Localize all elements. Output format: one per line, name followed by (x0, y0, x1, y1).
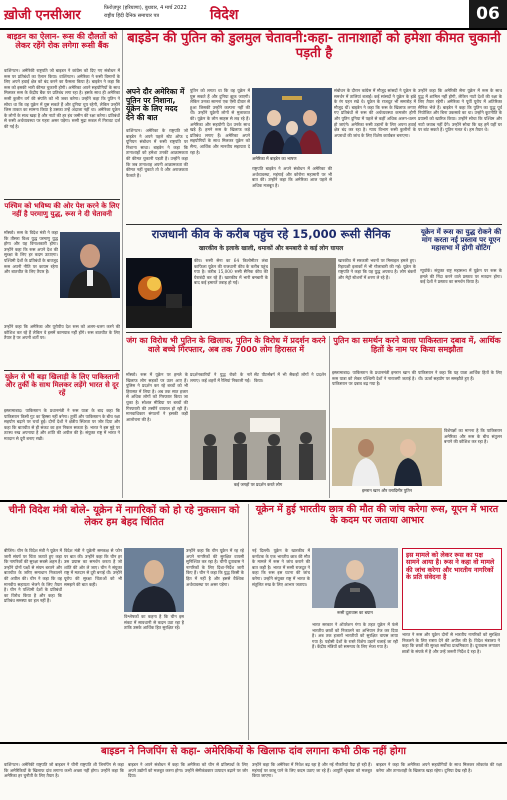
china-body-3: उन्होंने कहा कि चीन यूक्रेन में रह रहे अपने नागरिकों की सुरक्षित वापसी सुनिश्चित कर रहा है। चीनी दूतावास ने नागरिकों के लिए दिशा-निर्देश जारी किए हैं। चीन ने कहा कि युद्ध किसी के हित में नहीं है और इससे वैश्विक अर्थव्यवस्था पर असर पड़ेगा। (186, 548, 244, 587)
lead-subheadline: अपने दौर अमेरिका में पुतिन पर निशाना, यूक्रेन के लिए मदद देने की बात (126, 87, 185, 122)
divider (4, 370, 120, 371)
pakistan-headline: पुतिन का समर्थन करने वाला पाकिस्तान दबाव में, आर्थिक हितों के नाम पर किया समझौता (333, 336, 501, 355)
kyiv-body-1: कीव। रूसी सेना का 64 किलोमीटर लंबा काफिला यूक्रेन की राजधानी कीव के करीब पहुंच गया है। करीब 15,000 रूसी सैनिक कीव की घेराबंदी कर रहे हैं। खारकीव में भारी बमबारी के बाद कई इमारतें तबाह हो गईं। (194, 258, 268, 286)
lead-body-3: राष्ट्रपति बाइडेन ने अपने संबोधन में अमेरिका की अर्थव्यवस्था, महंगाई और कोरोना महामारी पर भी बात की। उन्होंने कहा कि अमेरिका आज पहले से अधिक मजबूत है। (252, 166, 332, 188)
biden-photo-caption: अमेरिका में बाइडेन का भाषण (252, 156, 297, 161)
china-body-4: विश्लेषकों का कहना है कि चीन इस संकट में सावधानी से कदम उठा रहा है ताकि उसके आर्थिक हित सुरक्षित रहें। (124, 614, 184, 631)
person-portrait-icon (124, 548, 184, 612)
india-body-3: भारत ने रूस और यूक्रेन दोनों से भारतीय नागरिकों को सुरक्षित निकलने के लिए रास्ता देने की अपील की है। विदेश मंत्रालय ने कहा कि छात्रों की सुरक्षा सर्वोच्च प्राथमिकता है। दूतावास लगातार छात्रों के संपर्क में है और उन्हें जरूरी निर्देश दे रहा है। (402, 632, 500, 654)
newspaper-logo: ख़ोजी एनसीआर (4, 8, 81, 23)
china-body-2: विदेश मंत्री ने यूक्रेनी समकक्ष से फोन पर बात की। उन्होंने कहा कि चीन हर उस प्रयास का समर्थन करता है जो शांति की ओर ले जाए। चीन ने संयुक्त राष्ट्र में मतदान से दूरी बनाई थी। उन्होंने यूरोप की सुरक्षा चिंताओं को भी समझने की बात कही। (64, 548, 122, 587)
ambassador-photo (312, 548, 398, 608)
two-leaders-illustration-icon (332, 428, 442, 486)
lead-body-4: संबोधन के दौरान कांग्रेस में मौजूद सांसदों ने यूक्रेन के समर्थन में तालियां बजाईं। कई सांसदों ने यूक्रेन के झंडे के रंग पहन रखे थे। यूक्रेन के राजदूत भी समारोह में मौजूद थीं। बाइडेन ने कहा कि रूस के खिलाफ लगाए गए प्रतिबंधों से रूस की अर्थव्यवस्था कमजोर होगी और पुतिन दुनिया में पहले से कहीं अधिक अलग-थलग हो जाएंगे। अमेरिका रूसी उड़ानों के लिए अपना हवाई क्षेत्र बंद कर रहा है। न्याय विभाग रूसी कुलीनों के अपराधों की जांच के लिए विशेष कार्यबल बनाएगा। (334, 88, 416, 138)
war-body-2: प्रदर्शनकारियों ने युद्ध रोको के नारे लगाए। कई शहरों में रैलियां निकाली गईं। (190, 372, 252, 383)
khan-putin-photo (332, 428, 442, 486)
lead-headline: बाइडेन की पुतिन को डुलमुल चेतावनी:कहा- तानाशाहों को हमेशा कीमत चुकानी पड़ती है (127, 31, 501, 61)
divider (0, 742, 507, 744)
protest-photo (190, 410, 326, 480)
bottom-body-2: बाइडन ने अपने संबोधन में कहा कि अमेरिका को चीन से प्रतिस्पर्धा के लिए अपने उद्योगों को मजबूत करना होगा। उन्होंने सेमीकंडक्टर उत्पादन बढ़ाने पर जोर दिया। (128, 762, 248, 779)
speaker-illustration-icon (252, 88, 332, 154)
kyiv-body-2: खारकीव में सरकारी भवनों पर मिसाइल हमले हुए। रिहायशी इलाकों में भी गोलाबारी की गई। यूक्रेन के राष्ट्रपति ने कहा कि यह युद्ध अपराध है। लोग बंकरों और मेट्रो स्टेशनों में शरण ले रहे हैं। (338, 258, 416, 280)
section-title: विदेश (210, 7, 239, 23)
war-headline: जंग का विरोध भी पुतिन के खिलाफ, पुतिन के विरोध में प्रदर्शन करने वाले बच्चे गिरफ्तार, अब तक 7000 लोग हिरासत में (126, 336, 326, 355)
pakistan-body-1: इस्लामाबाद। पाकिस्तान के प्रधानमंत्री इमरान खान की रूस यात्रा को लेकर पश्चिमी देशों ने नाराजगी जताई है। पाकिस्तान पर दबाव बढ़ गया है। (332, 370, 416, 387)
column-divider (122, 30, 123, 498)
lead-body-1: वाशिंगटन। अमेरिका के राष्ट्रपति जो बाइडेन ने अपने पहले स्टेट ऑफ द यूनियन संबोधन में रूसी राष्ट्रपति पर निशाना साधा। बाइडेन ने कहा कि तानाशाहों को हमेशा उनकी आक्रामकता की कीमत चुकानी पड़ती है। उन्होंने कहा कि जब तानाशाह अपनी आक्रामकता की कीमत नहीं चुकाते तो वे और अराजकता फैलाते हैं। (126, 128, 188, 178)
kharkiv-ruins-photo (270, 258, 336, 328)
left-mid-body: मॉस्को। रूस के विदेश मंत्री ने कहा कि तीसरा विश्व युद्ध परमाणु युद्ध होगा और यह विनाशकारी होगा। उन्होंने कहा कि रूस अपने देश की सुरक्षा के लिए हर कदम उठाएगा। पश्चिमी देशों के प्रतिबंधों के बावजूद रूस अपनी नीति पर कायम रहेगा और बातचीत के लिए तैयार है। (4, 230, 58, 275)
explosion-illustration-icon (126, 258, 192, 328)
lavrov-photo (60, 232, 120, 298)
divider (126, 224, 502, 225)
kyiv-headline: राजधानी कीव के करीब पहुंच रहे 15,000 रूसी सैनिक (151, 227, 391, 241)
divider (4, 199, 120, 200)
khan-putin-caption: इमरान खान और व्लादिमीर पुतिन (362, 488, 412, 493)
kyiv-night-photo (126, 258, 192, 328)
tagline: राष्ट्रीय हिंदी दैनिक समाचार पत्र (104, 13, 160, 19)
left-top-headline: बाइडन का ऐलान- रूस की दौलतों को लेकर रहेंगे रोक लगेगा रूसी बैंक (6, 32, 118, 51)
left-top-body: वाशिंगटन। अमेरिकी राष्ट्रपति जो बाइडन ने कांग्रेस को दिए गए संबोधन में रूस पर प्रतिबंधों का ऐलान किया। वाशिंगटन। अमेरिका ने रूसी विमानों के लिए अपने हवाई क्षेत्र को बंद करने का फैसला किया है। बाइडेन ने कहा कि रूस को इसकी भारी कीमत चुकानी होगी। अमेरिका अपने सहयोगियों के साथ मिलकर रूस के केंद्रीय बैंक पर प्रतिबंध लगा रहा है। इसके साथ ही अमेरिका रूसी कुलीन वर्ग की संपत्ति को भी जब्त करेगा। उन्होंने कहा कि पुतिन ने सोचा था कि वह यूक्रेन में घुस सकते हैं और दुनिया चुप रहेगी, लेकिन उन्होंने जिस ताकत का सामना किया है उसका उन्हें अंदाजा नहीं था। अमेरिका यूक्रेन के लोगों के साथ खड़ा है और नाटो की हर इंच जमीन की रक्षा करेगा। प्रतिबंधों से रूसी अर्थव्यवस्था पर गहरा असर पड़ेगा। रूसी मुद्रा रूबल में गिरावट दर्ज की गई है। (4, 68, 120, 129)
lead-body-2: पुतिन को लगता था कि वह यूक्रेन में घुस सकते हैं और दुनिया झुक जाएगी। लेकिन उनका सामना एक ऐसी दीवार से हुआ जिसकी उन्होंने कल्पना नहीं की थी। उन्होंने यूक्रेनी लोगों से मुलाकात की। यूक्रेन के लोग साहस से लड़ रहे हैं। अमेरिका और सहयोगी देश उनके साथ खड़े हैं। हमने रूस के खिलाफ कड़े प्रतिबंध लगाए हैं। अमेरिका अपने सहयोगियों के साथ मिलकर यूक्रेन को सैन्य, आर्थिक और मानवीय सहायता दे रहा है। (190, 88, 250, 155)
china-headline: चीनी विदेश मंत्री बोले- यूक्रेन में नागरिकों को हो रहे नुकसान को लेकर हम बेहद चिंतित (8, 505, 240, 528)
wang-yi-photo (124, 548, 184, 612)
crowd-illustration-icon (190, 410, 326, 480)
ambassador-caption: रूसी दूतावास का बयान (337, 610, 373, 615)
left-mid-body-2: उन्होंने कहा कि अमेरिका और यूरोपीय देश रूस को अलग-थलग करने की कोशिश कर रहे हैं लेकिन वे इसमें कामयाब नहीं होंगे। रूस बातचीत के लिए तैयार है पर अपनी शर्तों पर। (4, 324, 120, 341)
india-body-1: नई दिल्ली। यूक्रेन के खारकीव में कर्नाटक के एक भारतीय छात्र की मौत के मामले में रूस ने जांच कराने की बात कही है। भारत में रूसी राजदूत ने कहा कि रूस इस घटना की जांच करेगा। उन्होंने संयुक्त राष्ट्र में भारत के संतुलित रुख के लिए आभार जताया। (252, 548, 310, 587)
divider (126, 332, 502, 333)
bottom-body-4: बाइडन ने कहा कि अमेरिका अपने सहयोगियों के साथ मिलकर लोकतंत्र की रक्षा करेगा और तानाशाही के खिलाफ खड़ा रहेगा। दुनिया देख रही है। (376, 762, 502, 773)
india-headline: यूक्रेन में हुई भारतीय छात्र की मौत की जांच करेगा रूस, यूएन में भारत के कदम पर जताया आभार (255, 504, 499, 526)
left-bottom-headline: यूक्रेन से भी बड़ा खिलाड़ी के लिए पाकिस्तानी और तुर्की के साथ मिलकर लड़ेंगे भारत से दूर रहें (4, 373, 120, 398)
pakistan-body-3: विशेषज्ञों का मानना है कि पाकिस्तान अमेरिका और रूस के बीच संतुलन बनाने की कोशिश कर रहा है। (444, 428, 502, 445)
kyiv-subheadline: खारकीव के इलाके खाली, धमाकों और बमबारी से कई लोग घायल (198, 245, 344, 252)
china-body-1: बीजिंग। चीन के विदेश मंत्री ने यूक्रेन में जारी संघर्ष पर चिंता जताते हुए कहा कि नागरिकों की सुरक्षा सबसे अहम है। उन्होंने दोनों पक्षों से संयम बरतने और बातचीत के जरिए समाधान निकालने की अपील की। चीन ने कहा कि वह मानवीय सहायता भेजने के लिए तैयार है। चीन ने पश्चिमी देशों के प्रतिबंधों का विरोध किया है और कहा कि प्रतिबंध समस्या का हल नहीं हैं। (4, 548, 62, 604)
pakistan-body-2: पाकिस्तान ने कहा कि यह यात्रा आर्थिक हितों के लिए थी। ऊर्जा सहयोग पर समझौते हुए हैं। (418, 370, 502, 381)
building-ruins-icon (270, 258, 336, 328)
dateline (104, 4, 187, 20)
india-body-2: भारत सरकार ने ऑपरेशन गंगा के तहत यूक्रेन में फंसे भारतीय छात्रों को निकालने का अभियान तेज कर दिया है। अब तक हजारों भारतीयों को सुरक्षित वापस लाया गया है। पड़ोसी देशों के रास्ते विशेष उड़ानें चलाई जा रही हैं। केंद्रीय मंत्रियों को समन्वय के लिए भेजा गया है। (312, 622, 398, 650)
person-silhouette-icon (60, 232, 120, 298)
quote-box (402, 548, 502, 630)
press-conference-icon (312, 548, 398, 608)
page-number: 06 (469, 0, 507, 28)
column-divider (248, 504, 249, 740)
lead-body-5: उन्होंने कहा कि अमेरिकी सेना यूक्रेन में रूस के साथ युद्ध में शामिल नहीं होगी, लेकिन नाटो देशों की रक्षा के लिए तैयार रहेगी। अमेरिका ने पूर्वी यूरोप में अतिरिक्त सैनिक भेजे हैं। बाइडेन ने कहा कि पुतिन का युद्ध पूर्व नियोजित और बिना उकसावे का था। उन्होंने कूटनीति के प्रयासों को खारिज किया। उन्होंने सोचा कि पश्चिम और नाटो जवाब नहीं देंगे। उन्होंने सोचा कि वह हमें यहीं घर पर बांट सकते हैं। पुतिन गलत थे। हम तैयार थे। (418, 88, 502, 133)
bottom-body-1: वाशिंगटन। अमेरिकी राष्ट्रपति जो बाइडन ने चीनी राष्ट्रपति शी जिनपिंग से कहा कि अमेरिकियों के खिलाफ दांव लगाना कभी अच्छा नहीं होगा। उन्होंने कहा कि अमेरिका हर चुनौती के लिए तैयार है। (4, 762, 124, 779)
biden-speech-photo (252, 88, 332, 154)
war-body-3: सेंट पीटर्सबर्ग में भी सैकड़ों लोगों ने प्रदर्शन किया। (254, 372, 326, 383)
date-text: फ़िरोज़पुर (हरियाणा), बुधवार, 4 मार्च 2022 (104, 5, 187, 11)
left-bottom-body: इस्लामाबाद। पाकिस्तान के प्रधानमंत्री ने रूस यात्रा के बाद कहा कि पाकिस्तान किसी गुट का हिस्सा नहीं बनेगा। तुर्की और पाकिस्तान के बीच रक्षा सहयोग बढ़ाने पर चर्चा हुई। दोनों देशों ने क्षेत्रीय स्थिरता पर जोर दिया और कहा कि बातचीत से ही संकट का हल निकल सकता है। भारत ने इस मुद्दे पर तटस्थ रुख अपनाया है और शांति की अपील की है। संयुक्त राष्ट्र में भारत ने मतदान से दूरी बनाए रखी। (4, 408, 120, 441)
column-divider (329, 336, 330, 498)
quote-text: इस मामले को लेकर रूस का पक्ष सामने आया है। रूस ने कहा वो मामले की जांच करेगा और भारतीय नागरिकों के प्रति संवेदना है (406, 551, 495, 582)
divider (0, 500, 507, 502)
ukraine-right-headline: यूक्रेन में रूस का युद्ध रोकने की मांग करता नई प्रस्ताव पर यूएन महासभा में होगी वोटिंग (420, 228, 502, 253)
bottom-body-3: उन्होंने कहा कि अमेरिका में निवेश बढ़ रहा है और नई नौकरियां पैदा हो रही हैं। महंगाई पर काबू पाने के लिए कदम उठाए जा रहे हैं। आपूर्ति श्रृंखला को मजबूत किया जाएगा। (252, 762, 372, 779)
protest-caption: कई जगहों पर प्रदर्शन करते लोग (233, 482, 283, 487)
ukraine-right-body: न्यूयॉर्क। संयुक्त राष्ट्र महासभा में यूक्रेन पर रूस के हमले की निंदा करने वाले प्रस्ताव पर मतदान होगा। कई देशों ने प्रस्ताव का समर्थन किया है। (420, 268, 502, 285)
bottom-headline: बाइडन ने निजपिंग से कहा- अमेरिकियों के खिलाफ दांव लगाना कभी ठीक नहीं होगा (101, 746, 406, 757)
left-mid-headline: पश्चिम को भविष्य की ओर पेश करने के लिए नहीं है परमाणु युद्ध, रूस ने दी चेतावनी (4, 202, 120, 219)
war-body-1: मॉस्को। रूस में यूक्रेन पर हमले के खिलाफ लोग सड़कों पर उतर आए हैं। पुलिस ने प्रदर्शन कर रहे बच्चों को भी हिरासत में लिया है। अब तक सात हजार से अधिक लोगों को गिरफ्तार किया जा चुका है। सोशल मीडिया पर बच्चों की गिरफ्तारी की तस्वीरें वायरल हो रही हैं। मानवाधिकार संगठनों ने इसकी कड़ी आलोचना की है। (126, 372, 188, 422)
